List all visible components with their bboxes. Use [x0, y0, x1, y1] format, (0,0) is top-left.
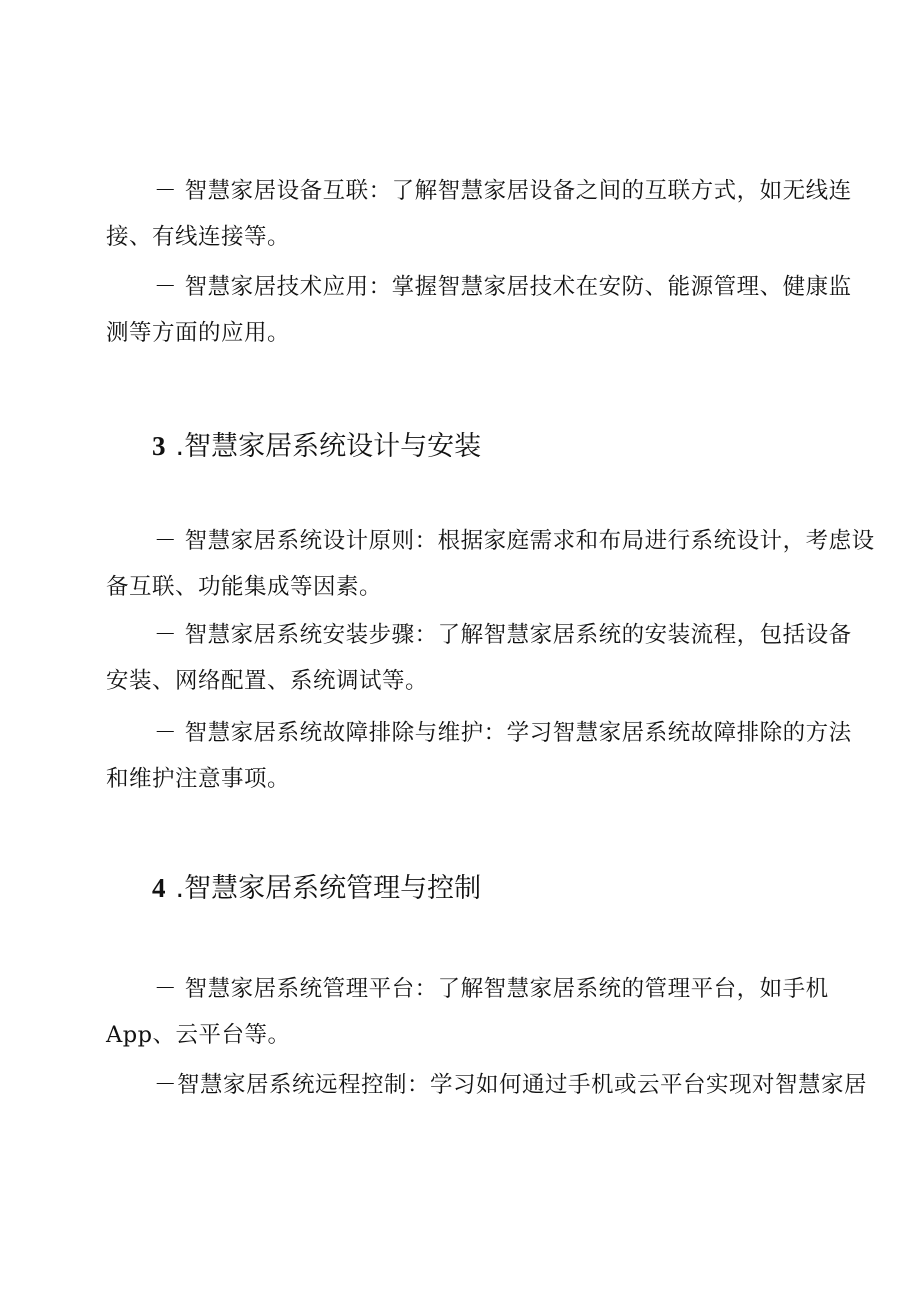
paragraph-device-interconnect	[106, 168, 852, 260]
paragraph-line: 备互联、功能集成等因素。	[106, 574, 383, 600]
paragraph-line: 测等方面的应用。	[106, 320, 291, 346]
paragraph-management-platform	[106, 966, 829, 1058]
paragraph-line: － 智慧家居系统设计原则：根据家庭需求和布局进行系统设计，考虑设	[154, 528, 875, 554]
section-number: 4	[152, 873, 166, 903]
paragraph-troubleshooting	[106, 710, 852, 802]
paragraph-line: － 智慧家居系统故障排除与维护：学习智慧家居系统故障排除的方法	[154, 720, 852, 746]
paragraph-line: － 智慧家居系统安装步骤：了解智慧家居系统的安装流程，包括设备	[154, 622, 852, 648]
section-heading-3	[152, 424, 481, 463]
paragraph-design-principles	[106, 518, 875, 610]
paragraph-line: 和维护注意事项。	[106, 766, 291, 792]
section-title: .智慧家居系统管理与控制	[175, 873, 482, 904]
paragraph-line: － 智慧家居系统管理平台：了解智慧家居系统的管理平台，如手机	[154, 976, 829, 1002]
paragraph-install-steps	[106, 612, 852, 704]
paragraph-line: － 智慧家居设备互联：了解智慧家居设备之间的互联方式，如无线连	[154, 178, 852, 204]
paragraph-line: 接、有线连接等。	[106, 224, 291, 250]
paragraph-line: － 智慧家居技术应用：掌握智慧家居技术在安防、能源管理、健康监	[154, 274, 852, 300]
paragraph-line: 安装、网络配置、系统调试等。	[106, 668, 429, 694]
paragraph-tech-application	[106, 264, 852, 356]
section-title: .智慧家居系统设计与安装	[175, 431, 482, 462]
paragraph-line: －智慧家居系统远程控制：学习如何通过手机或云平台实现对智慧家居	[154, 1072, 868, 1098]
section-number: 3	[152, 431, 166, 461]
paragraph-line: App、云平台等。	[106, 1022, 291, 1048]
section-heading-4	[152, 866, 481, 905]
paragraph-remote-control	[106, 1062, 868, 1108]
